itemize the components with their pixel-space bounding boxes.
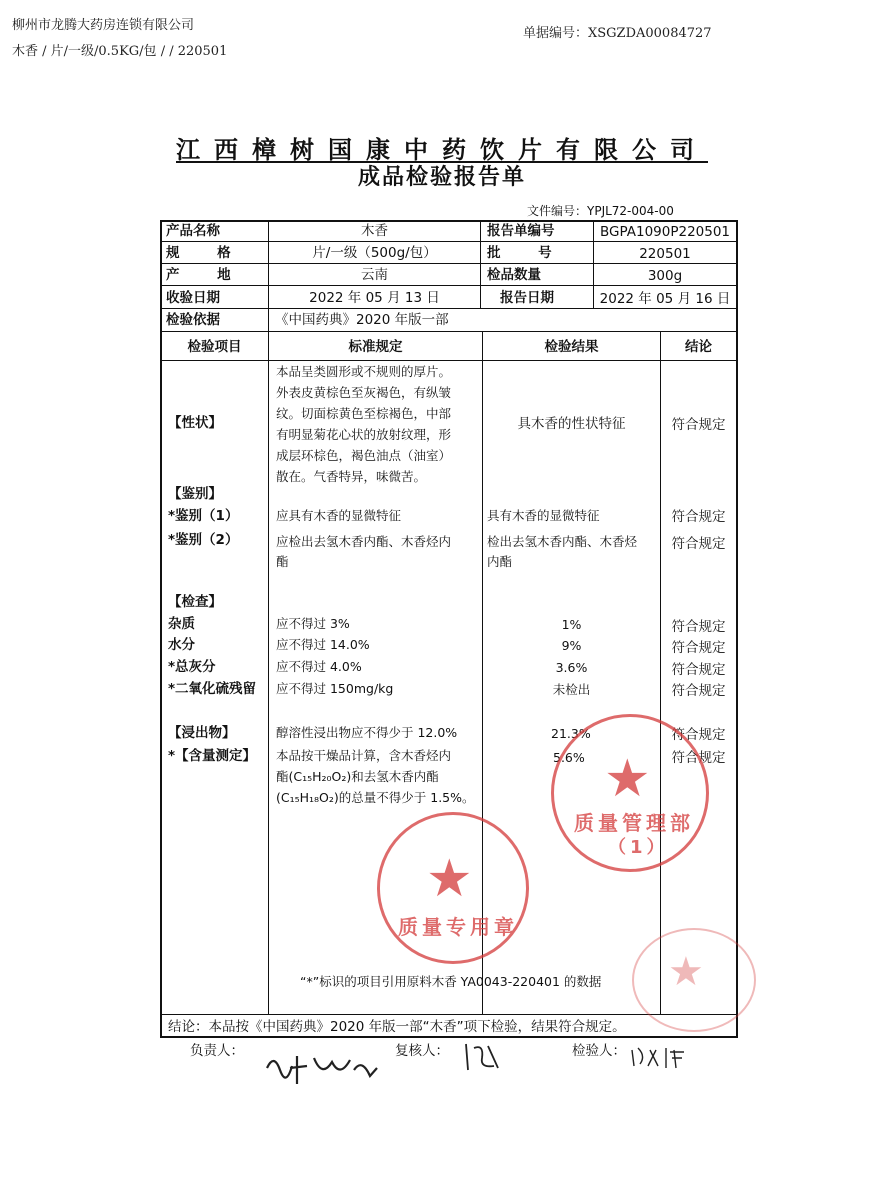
seller-name: 柳州市龙腾大药房连锁有限公司 [12,18,195,33]
table-border-bottom [160,1036,738,1038]
label-batch: 批 号 [487,245,552,261]
receipt-number: 单据编号：XSGZDA00084727 [523,26,712,41]
value-report-number: BGPA1090P220501 [599,224,731,240]
seal-faint [632,928,756,1032]
standard-extract: 醇溶性浸出物应不得少于 12.0% [276,725,458,740]
label-basis: 检验依据 [166,312,220,328]
row-divider [160,360,738,361]
document-title: 成品检验报告单 [357,165,526,190]
signature-inspector [628,1044,688,1070]
value-product-name: 木香 [361,223,388,239]
standard-line: 纹。切面棕黄色至棕褐色，中部 [276,406,452,421]
row-divider [160,263,738,264]
result-character: 具木香的性状特征 [517,416,626,432]
result-impurity: 1% [561,617,582,632]
row-divider [160,285,738,286]
value-batch: 220501 [639,246,691,262]
result-total-ash: 3.6% [555,660,588,675]
conclusion-so2: 符合规定 [671,683,726,699]
standard-assay-line: (C₁₅H₁₈O₂)的总量不得少于 1.5%。 [276,790,475,805]
standard-line: 成层环棕色，褐色油点（油室） [276,448,452,463]
standard-so2: 应不得过 150mg/kg [276,681,394,696]
inspector-label: 检验人： [572,1043,626,1059]
responsible-label: 负责人： [190,1043,244,1059]
item-identification-head: 【鉴别】 [168,486,222,502]
standard-water: 应不得过 14.0% [276,637,370,652]
standard-ident1: 应具有木香的显微特征 [276,508,402,523]
conclusion-character: 符合规定 [671,417,726,433]
row-divider [160,241,738,242]
footnote: “*”标识的项目引用原料木香 YA0043-220401 的数据 [300,974,602,989]
result-ident1: 具有木香的显微特征 [487,508,600,523]
label-origin: 产 地 [166,267,231,283]
signature-reviewer [460,1040,505,1074]
row-divider [160,331,738,332]
standard-ident2-line: 应检出去氢木香内酯、木香烃内 [276,534,452,549]
col-header-standard: 标准规定 [348,339,403,355]
seal-left-text: 质量专用章 [398,915,518,939]
star-icon: ★ [426,849,473,909]
conclusion-water: 符合规定 [671,640,726,656]
seal-right-text: 质量管理部 [574,811,694,835]
label-receive-date: 收验日期 [166,290,220,306]
standard-line: 散在。气香特异，味微苦。 [276,469,427,484]
seal-quality-left [377,812,529,964]
value-report-date: 2022 年 05 月 16 日 [599,291,731,307]
item-extract: 【浸出物】 [168,725,236,741]
company-name: 江西樟树国康中药饮片有限公司 [176,136,708,164]
col-header-conclusion: 结论 [685,339,712,355]
item-water: 水分 [168,637,195,653]
col-divider [268,331,269,1014]
standard-ident2-line: 酯 [276,554,289,569]
conclusion-total-ash: 符合规定 [671,662,726,678]
conclusion-extract: 符合规定 [671,727,726,743]
file-number: 文件编号：YPJL72-004-00 [527,204,674,218]
result-water: 9% [561,638,582,653]
standard-total-ash: 应不得过 4.0% [276,659,362,674]
item-assay: *【含量测定】 [168,748,257,764]
item-so2: *二氧化硫残留 [168,681,257,697]
table-border-right [736,220,738,1038]
result-extract: 21.3% [551,726,591,741]
seal-quality-right [551,714,709,872]
value-receive-date: 2022 年 05 月 13 日 [309,290,440,306]
standard-line: 外表皮黄棕色至灰褐色，有纵皱 [276,385,452,400]
star-icon: ★ [604,749,651,809]
value-spec: 片/一级（500g/包） [312,245,437,261]
result-ident2-line: 检出去氢木香内酯、木香烃 [487,534,638,549]
result-so2: 未检出 [552,682,591,697]
label-product-name: 产品名称 [166,223,220,239]
value-basis: 《中国药典》2020 年版一部 [275,312,449,328]
label-quantity: 检品数量 [487,267,541,283]
product-line: 木香 / 片/一级/0.5KG/包 / / 220501 [12,44,228,59]
result-assay: 5.6% [553,750,585,765]
conclusion-ident1: 符合规定 [671,509,726,525]
col-divider [480,220,481,309]
conclusion-impurity: 符合规定 [671,619,726,635]
item-total-ash: *总灰分 [168,659,216,675]
label-report-number: 报告单编号 [487,223,555,239]
item-ident1: *鉴别（1） [168,508,239,524]
item-check-head: 【检查】 [168,594,222,610]
item-character: 【性状】 [168,415,222,431]
label-report-date: 报告日期 [500,290,554,306]
row-divider [160,308,738,309]
standard-line: 本品呈类圆形或不规则的厚片。 [276,364,452,379]
item-ident2: *鉴别（2） [168,532,239,548]
result-ident2-line: 内酯 [487,554,513,569]
conclusion-ident2: 符合规定 [671,536,726,552]
col-header-item: 检验项目 [187,339,242,355]
seal-right-number: （1） [608,837,669,858]
standard-line: 有明显菊花心状的放射纹理，形 [276,427,452,442]
value-quantity: 300g [647,268,683,284]
col-header-result: 检验结果 [544,339,599,355]
signature-responsible [262,1048,382,1088]
label-spec: 规 格 [166,245,231,261]
conclusion-assay: 符合规定 [671,750,726,766]
value-origin: 云南 [361,267,388,283]
standard-assay-line: 本品按干燥品计算，含木香烃内 [276,748,452,763]
final-conclusion: 结论：本品按《中国药典》2020 年版一部“木香”项下检验，结果符合规定。 [168,1019,626,1035]
standard-impurity: 应不得过 3% [276,616,350,631]
standard-assay-line: 酯(C₁₅H₂₀O₂)和去氢木香内酯 [276,769,439,784]
reviewer-label: 复核人： [395,1043,449,1059]
star-icon: ★ [668,949,704,995]
item-impurity: 杂质 [168,616,195,632]
